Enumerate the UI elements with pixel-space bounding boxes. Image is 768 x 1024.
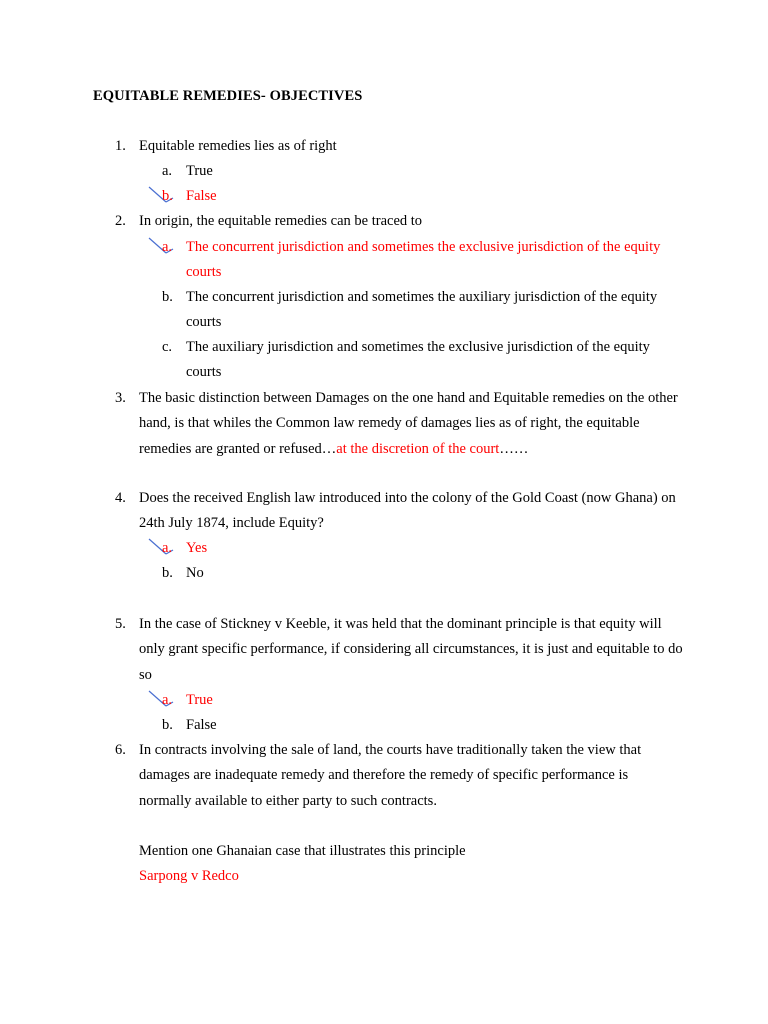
question-6-answer: Sarpong v Redco [139, 868, 239, 884]
question-3 [115, 386, 684, 462]
option-text: The concurrent jurisdiction and sometimes the exclusive jurisdiction of the equity courts [186, 239, 661, 281]
option-letter: a. [162, 540, 173, 556]
question-number: 5. [115, 616, 126, 632]
option-letter: a. [162, 692, 173, 708]
question-5-option-a [162, 688, 686, 713]
question-5 [115, 612, 684, 688]
option-letter: a. [162, 163, 173, 179]
question-number: 6. [115, 742, 126, 758]
answer-text: at the discretion of the court [336, 440, 500, 457]
question-number: 3. [115, 390, 126, 406]
option-letter: c. [162, 339, 173, 355]
option-text: True [186, 163, 213, 179]
option-letter: b. [162, 717, 173, 733]
question-text: In origin, the equitable remedies can be traced to [139, 213, 423, 229]
option-letter: b. [162, 565, 173, 581]
question-text: Equitable remedies lies as of right [139, 138, 337, 154]
question-2-option-a [162, 235, 686, 286]
option-letter: b. [162, 289, 173, 305]
question-text: Does the received English law introduced into the colony of the Gold Coast (now Ghana) on 24th July 1874, include Equity? [139, 490, 676, 532]
option-text: No [186, 565, 204, 581]
question-6 [115, 738, 684, 814]
option-letter: b. [162, 188, 173, 204]
option-text: Yes [186, 540, 208, 556]
trailing-ellipsis: …… [499, 440, 529, 457]
option-text: False [186, 717, 217, 733]
question-2 [115, 209, 684, 234]
question-6-followup: Mention one Ghanaian case that illustrates this principle [139, 843, 466, 859]
question-text: In the case of Stickney v Keeble, it was held that the dominant principle is that equity will only grant specific performance, if considering all circumstances, it is just and equitable to do so [139, 616, 683, 683]
question-1-option-a [162, 159, 686, 184]
question-1 [115, 134, 684, 159]
question-2-option-b [162, 285, 686, 336]
option-text: False [186, 188, 217, 204]
question-4-option-a [162, 536, 686, 561]
option-letter: a. [162, 239, 173, 255]
question-5-option-b [162, 713, 686, 738]
question-4-option-b [162, 561, 686, 586]
question-number: 2. [115, 213, 126, 229]
question-4 [115, 486, 684, 537]
question-number: 4. [115, 490, 126, 506]
page-title: EQUITABLE REMEDIES- OBJECTIVES [93, 88, 363, 104]
option-text: The auxiliary jurisdiction and sometimes the exclusive jurisdiction of the equity courts [186, 339, 650, 381]
question-text: In contracts involving the sale of land, the courts have traditionally taken the view that damages are inadequate remedy and therefore the remedy of specific performance is normally available to either party to such contracts. [139, 742, 642, 809]
option-text: The concurrent jurisdiction and sometimes the auxiliary jurisdiction of the equity courts [186, 289, 658, 331]
question-1-option-b [162, 184, 686, 209]
question-text: The basic distinction between Damages on the one hand and Equitable remedies on the other hand, is that whiles the Common law remedy of damages lies as of right, the equitable remedies are granted or refused… [139, 390, 678, 457]
question-number: 1. [115, 138, 126, 154]
option-text: True [186, 692, 213, 708]
question-2-option-c [162, 335, 686, 386]
